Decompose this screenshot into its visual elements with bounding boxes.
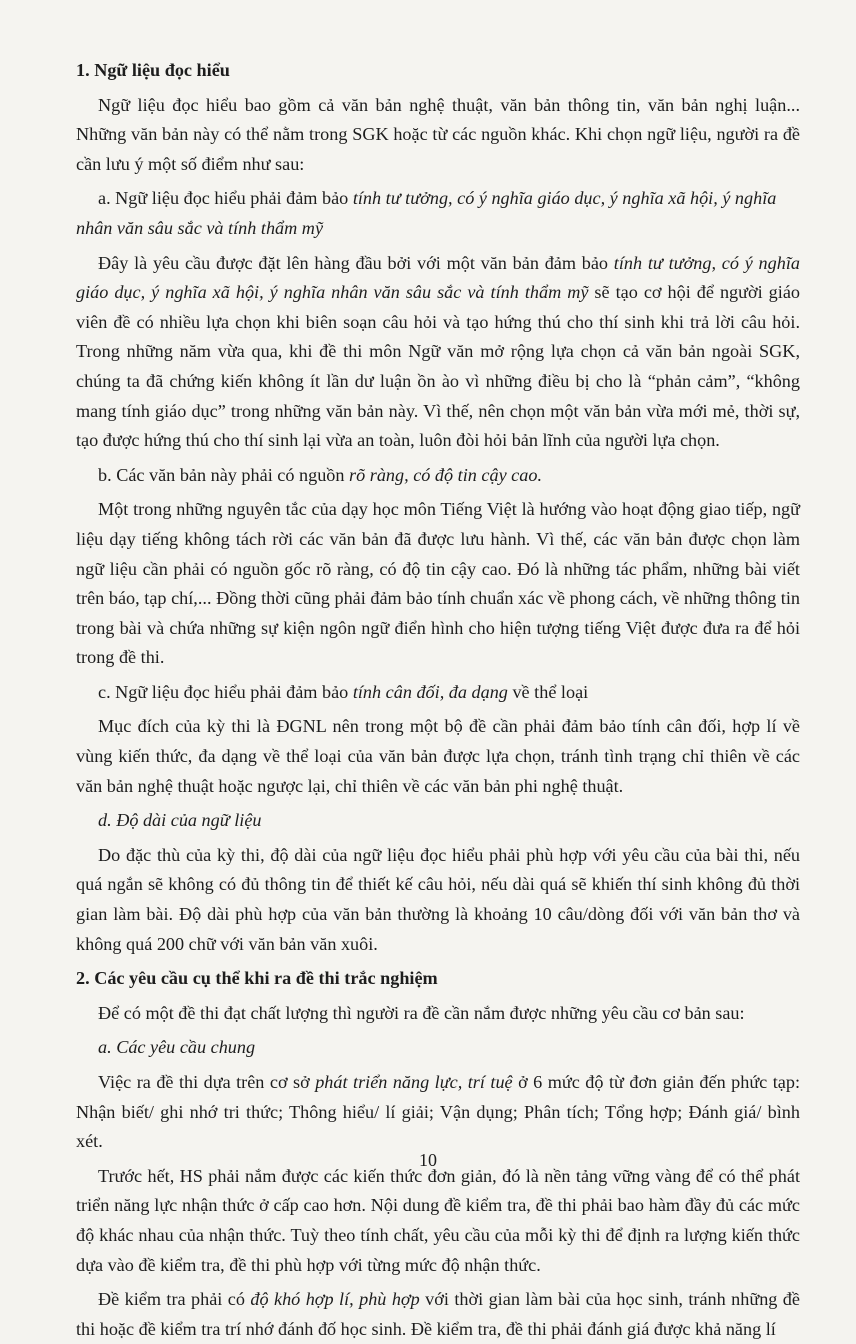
- page-number: 10: [419, 1150, 437, 1170]
- item-a-heading-emphasis: tính tư tưởng, có ý nghĩa giáo dục, ý nghĩa xã hội, ý nghĩa nhân văn sâu sắc và tính thẩm mỹ: [76, 188, 777, 238]
- item-d-body: Do đặc thù của kỳ thi, độ dài của ngữ liệu đọc hiểu phải phù hợp với yêu cầu của bài thi, nếu quá ngắn sẽ không có đủ thông tin để thiết kế câu hỏi, nếu dài quá sẽ khiến thí sinh không đủ thời gian làm bài. Độ dài phù hợp của văn bản thường là khoảng 10 câu/dòng đối với văn bản thơ và không quá 200 chữ với văn bản văn xuôi.: [76, 844, 800, 954]
- section-2-paragraph-3-text-2: với thời gian làm bài của học sinh, tránh những đề thi hoặc đề kiểm tra trí nhớ đánh đố học sinh. Đề kiểm tra, đề thi phải đánh giá được khả năng lí: [76, 1289, 800, 1339]
- section-2-item-a-heading: [76, 1033, 800, 1063]
- item-a-heading: [76, 184, 800, 243]
- item-d-heading-emphasis: d. Độ dài của ngữ liệu: [98, 810, 262, 831]
- item-b-heading-text: b. Các văn bản này phải có nguồn: [98, 464, 350, 485]
- item-a-body: [76, 249, 800, 456]
- item-a-body-text-2: sẽ tạo cơ hội để người giáo viên đề có nhiều lựa chọn khi biên soạn câu hỏi và tạo hứng thú cho thí sinh khi trả lời câu hỏi. Trong những năm vừa qua, khi đề thi môn Ngữ văn mở rộng lựa chọn cả văn bản ngoài SGK, chúng ta đã chứng kiến không ít lần dư luận ồn ào vì những điều bị cho là “phản cảm”, “không mang tính giáo dục” trong những văn bản này. Vì thế, nên chọn một văn bản vừa mới mẻ, thời sự, tạo được hứng thú cho thí sinh lại vừa an toàn, luôn đòi hỏi bản lĩnh của người lựa chọn.: [76, 282, 800, 451]
- section-2-intro: Để có một đề thi đạt chất lượng thì người ra đề cần nắm được những yêu cầu cơ bản sau:: [98, 1002, 745, 1023]
- item-a-body-emphasis: tính tư tưởng, có ý nghĩa giáo dục, ý nghĩa xã hội, ý nghĩa nhân văn sâu sắc và tính thẩm mỹ: [76, 252, 800, 303]
- section-1-intro: Ngữ liệu đọc hiểu bao gồm cả văn bản nghệ thuật, văn bản thông tin, văn bản nghị luận... Những văn bản này có thể nằm trong SGK hoặc từ các nguồn khác. Khi chọn ngữ liệu, người ra đề cần lưu ý một số điểm như sau:: [76, 94, 800, 174]
- item-a-body-text-1: Đây là yêu cầu được đặt lên hàng đầu bởi với một văn bản đảm bảo: [98, 252, 614, 273]
- item-c-body: Mục đích của kỳ thi là ĐGNL nên trong một bộ đề cần phải đảm bảo tính cân đối, hợp lí về vùng kiến thức, đa dạng về thể loại của văn bản được lựa chọn, tránh tình trạng chỉ thiên về các văn bản nghệ thuật hoặc ngược lại, chỉ thiên về các văn bản phi nghệ thuật.: [76, 716, 800, 796]
- section-1-heading: 1. Ngữ liệu đọc hiểu: [76, 60, 230, 80]
- section-2-heading: 2. Các yêu cầu cụ thể khi ra đề thi trắc nghiệm: [76, 968, 438, 989]
- section-2-paragraph-1-emphasis: phát triển năng lực, trí tuệ: [315, 1072, 513, 1092]
- section-2-paragraph-1: [76, 1068, 800, 1157]
- item-c-heading-text-2: về thể loại: [507, 681, 589, 702]
- item-b-heading: [76, 461, 800, 491]
- item-b-heading-emphasis: rõ ràng, có độ tin cậy cao.: [349, 464, 542, 485]
- section-2-item-a-emphasis: a. Các yêu cầu chung: [98, 1037, 256, 1058]
- section-2-paragraph-3-text-1: Đề kiểm tra phải có: [98, 1289, 251, 1310]
- item-c-heading: [76, 678, 800, 708]
- section-2-paragraph-2: Trước hết, HS phải nắm được các kiến thức đơn giản, đó là nền tảng vững vàng để có thể phát triển năng lực nhận thức ở cấp cao hơn. Nội dung đề kiểm tra, đề thi phải bao hàm đầy đủ các mức độ khác nhau của nhận thức. Tuỳ theo tính chất, yêu cầu của mỗi kỳ thi để định ra lượng kiến thức dựa vào đề kiểm tra, đề thi phù hợp với từng mức độ nhận thức.: [76, 1165, 800, 1275]
- section-2-paragraph-3: [76, 1285, 800, 1344]
- section-2-paragraph-3-emphasis: độ khó hợp lí, phù hợp: [250, 1289, 420, 1310]
- item-d-heading: [76, 806, 800, 836]
- section-2-paragraph-1-text-1: Việc ra đề thi dựa trên cơ sở: [98, 1072, 316, 1092]
- item-a-heading-text: a. Ngữ liệu đọc hiểu phải đảm bảo: [98, 188, 353, 209]
- item-c-heading-text-1: c. Ngữ liệu đọc hiểu phải đảm bảo: [98, 681, 353, 702]
- item-c-heading-emphasis: tính cân đối, đa dạng: [352, 681, 508, 702]
- item-b-body: Một trong những nguyên tắc của dạy học môn Tiếng Việt là hướng vào hoạt động giao tiếp, ngữ liệu dạy tiếng không tách rời các văn bản đã được lưu hành. Vì thế, các văn bản được chọn làm ngữ liệu cần phải có nguồn gốc rõ ràng, có độ tin cậy cao. Đó là những tác phẩm, những bài viết trên báo, tạp chí,... Đồng thời cũng phải đảm bảo tính chuẩn xác về phong cách, về những thông tin trong bài và chứa những sự kiện ngôn ngữ điển hình cho hiện tượng tiếng Việt được đưa ra để hỏi trong đề thi.: [76, 499, 800, 668]
- section-2-paragraph-1-text-2: ở 6 mức độ từ đơn giản đến phức tạp: Nhận biết/ ghi nhớ tri thức; Thông hiểu/ lí giải; Vận dụng; Phân tích; Tổng hợp; Đánh giá/ bình xét.: [76, 1072, 801, 1152]
